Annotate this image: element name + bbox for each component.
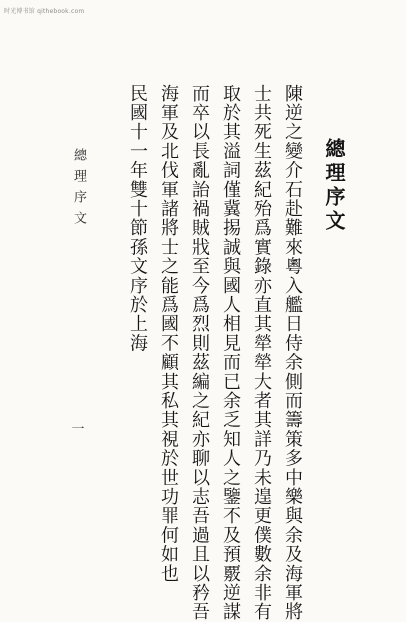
watermark: 时光博书馆 qithebook.com xyxy=(4,8,85,15)
text-column: 陳逆之變介石赴難來粵入艦日侍余側而籌策多中樂與余及海軍將 xyxy=(282,84,303,622)
text-column: 取於其溢詞僅冀掦誠與國人相見而已余乏知人之鑒不及預覈逆謀 xyxy=(220,84,241,622)
page-title: 總理序文 xyxy=(322,138,346,234)
text-column: 而卒以長亂詒禍賊戕至今爲烈則茲編之紀亦聊以志吾過且以矜吾 xyxy=(189,84,210,622)
text-column: 海軍及北伐軍諸將士之能爲國不顧其私其視於世功罪何如也 xyxy=(158,84,179,584)
page-number: 一 xyxy=(71,422,85,437)
text-column: 士共死生茲紀殆爲實錄亦直其犖犖大者其詳乃未遑更僕數余非有 xyxy=(251,84,272,622)
running-header: 總理序文 xyxy=(71,148,86,232)
signature-column: 民國十一年雙十節孫文序於上海 xyxy=(127,84,148,353)
